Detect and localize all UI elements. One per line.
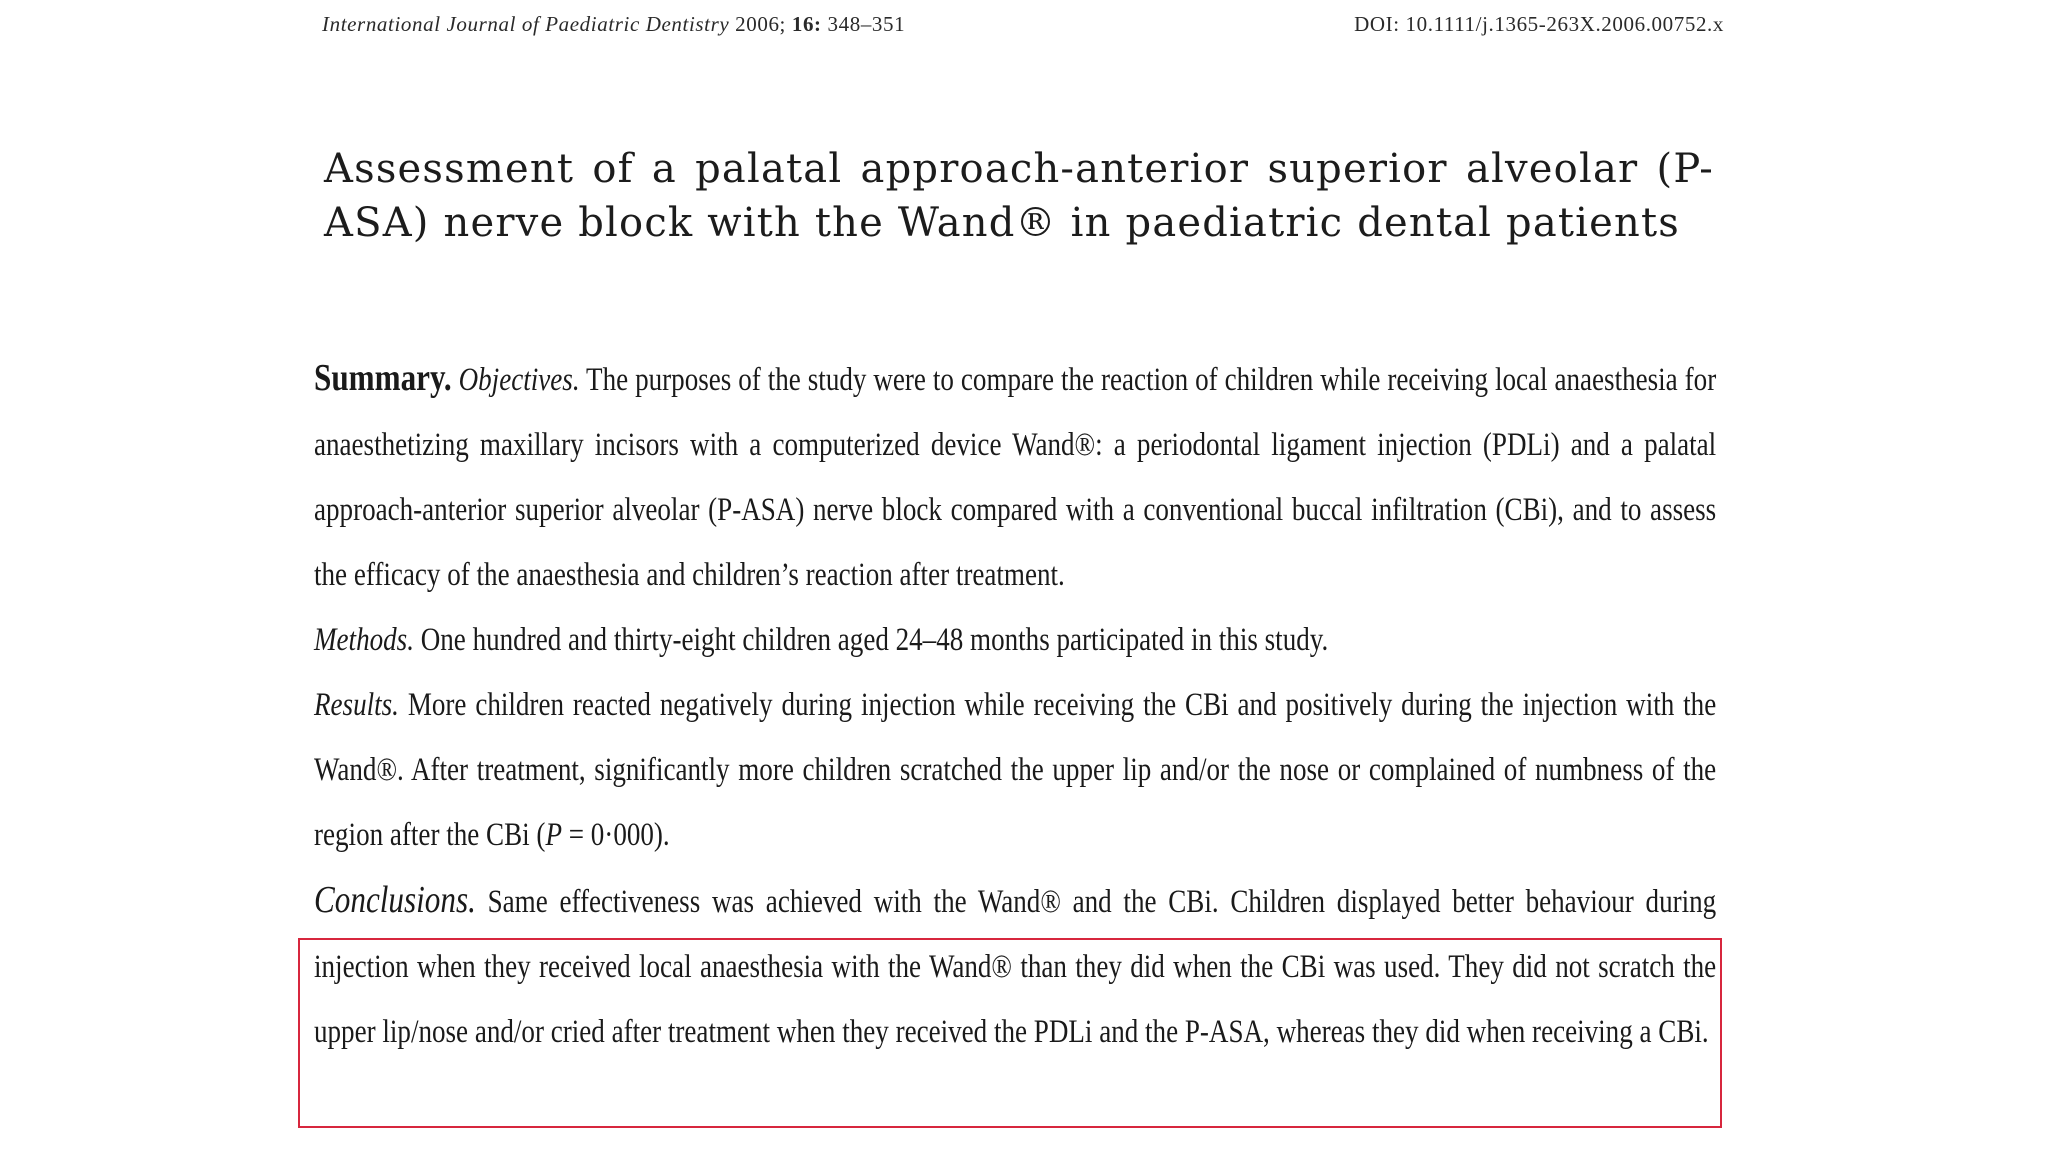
paper-title: Assessment of a palatal approach-anterior superior alveolar (P-ASA) nerve block with the Wand® in paediatric dental patients [324, 146, 1714, 246]
conclusions-label: Conclusions. [314, 879, 476, 921]
results-label: Results. [314, 687, 399, 723]
running-head [322, 12, 1724, 37]
journal-volume: 16: [791, 12, 822, 36]
methods-paragraph [314, 608, 1716, 673]
objectives-paragraph [314, 346, 1716, 608]
conclusions-text: Same effectiveness was achieved with the Wand® and the CBi. Children displayed better behaviour during injection when they received local anaesthesia with the Wand® than they did when the CBi was used. They did not scratch the upper lip/nose and/or cried after treatment when they received the PDLi and the P-ASA, whereas they did when receiving a CBi. [314, 884, 1717, 1050]
summary-heading: Summary. [314, 357, 452, 399]
objectives-text: The purposes of the study were to compare the reaction of children while receiving local anaesthesia for anaesthetizing maxillary incisors with a computerized device Wand®: a periodontal ligament injection (PDLi) and a palatal approach-anterior superior alveolar (P-ASA) nerve block compared with a conventional buccal infiltration (CBi), and to assess the efficacy of the anaesthesia and children’s reaction after treatment. [314, 362, 1717, 593]
doi-link[interactable]: DOI: 10.1111/j.1365-263X.2006.00752.x [1354, 12, 1724, 36]
journal-citation [322, 12, 905, 37]
results-paragraph [314, 673, 1716, 868]
journal-pages: 348–351 [827, 12, 906, 36]
results-text: More children reacted negatively during injection while receiving the CBi and positively during the injection with the Wand®. After treatment, significantly more children scratched the upper lip and/or the nose or complained of numbness of the region after the CBi ( [314, 687, 1717, 853]
objectives-label: Objectives. [458, 362, 580, 398]
methods-label: Methods. [314, 622, 414, 658]
journal-year: 2006; [735, 12, 786, 36]
results-p-value: = 0·000). [561, 817, 670, 853]
journal-name: International Journal of Paediatric Dentistry [322, 12, 730, 36]
methods-text: One hundred and thirty-eight children aged 24–48 months participated in this study. [420, 622, 1329, 658]
results-p-symbol: P [545, 817, 562, 853]
conclusions-paragraph [314, 868, 1716, 1065]
summary-section [314, 346, 1717, 1065]
